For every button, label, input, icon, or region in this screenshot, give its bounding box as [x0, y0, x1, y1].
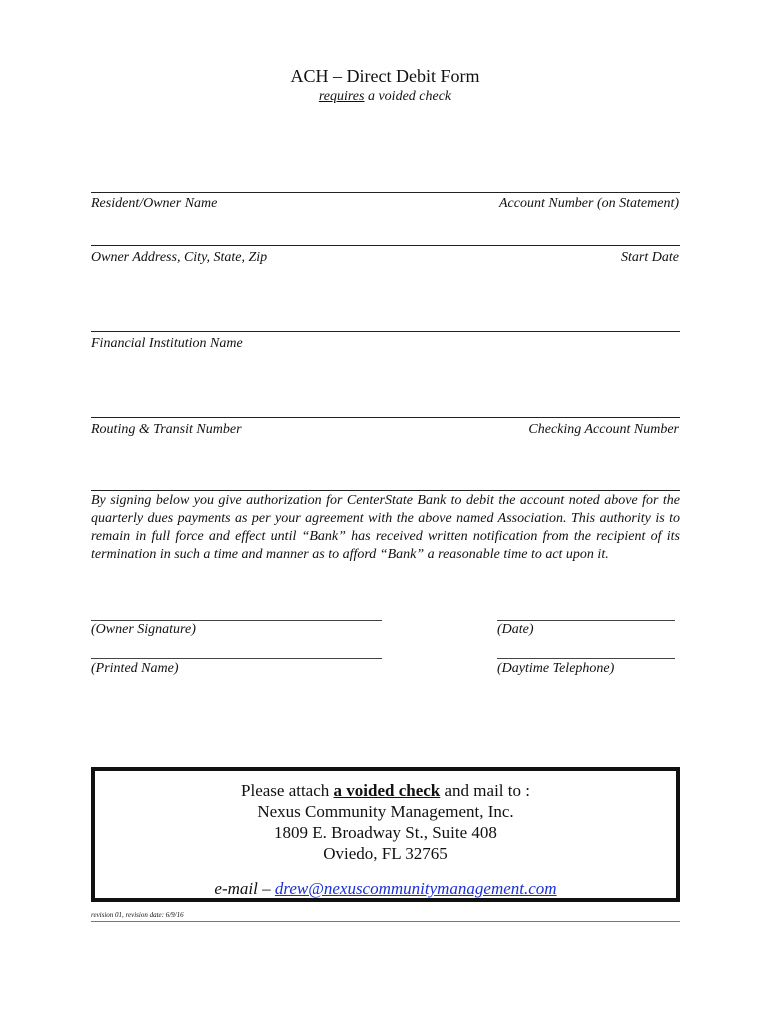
city-state-zip: Oviedo, FL 32765 [323, 844, 448, 863]
daytime-telephone-label: (Daytime Telephone) [497, 661, 615, 676]
financial-institution-line[interactable] [91, 331, 680, 332]
printed-name-line[interactable] [91, 658, 382, 659]
account-number-label: Account Number (on Statement) [498, 196, 679, 211]
subtitle-requires: requires [318, 89, 365, 104]
owner-signature-label: (Owner Signature) [91, 622, 196, 637]
date-line[interactable] [497, 620, 675, 621]
owner-signature-line[interactable] [91, 620, 382, 621]
printed-name-label: (Printed Name) [91, 661, 179, 676]
owner-address-line[interactable] [91, 245, 680, 246]
street-address: 1809 E. Broadway St., Suite 408 [274, 823, 497, 842]
company-name: Nexus Community Management, Inc. [257, 802, 514, 821]
resident-name-label: Resident/Owner Name [91, 196, 218, 211]
email-link[interactable]: drew@nexuscommunitymanagement.com [274, 879, 557, 898]
date-label: (Date) [497, 622, 534, 637]
financial-institution-label: Financial Institution Name [91, 336, 243, 351]
email-line: e-mail – drew@nexuscommunitymanagement.com [214, 879, 557, 898]
subtitle-rest: a voided check [364, 89, 452, 104]
revision-note: revision 01, revision date: 6/9/16 [91, 911, 184, 919]
checking-account-label: Checking Account Number [528, 422, 679, 437]
authorization-top-line [91, 490, 680, 491]
routing-number-label: Routing & Transit Number [91, 422, 242, 437]
footer-rule [91, 921, 680, 922]
form-title: ACH – Direct Debit Form [290, 66, 480, 86]
resident-name-line[interactable] [91, 192, 680, 193]
authorization-text: By signing below you give authorization for CenterState Bank to debit the account noted above for the quarterly dues payments as per your agreement with the above named Association. This authority is to remain in full force and effect until “Bank” has received written notification from the recipient of its termination in such a time and manner as to afford “Bank” a reasonable time to act upon it. [91, 493, 680, 562]
mailing-instructions-box [91, 767, 680, 902]
routing-number-line[interactable] [91, 417, 680, 418]
start-date-label: Start Date [621, 250, 679, 265]
owner-address-label: Owner Address, City, State, Zip [91, 250, 268, 265]
form-subtitle [0, 89, 770, 105]
daytime-telephone-line[interactable] [497, 658, 675, 659]
voided-check-emphasis: a voided check [333, 781, 441, 800]
attach-instruction: Please attach a voided check and mail to : [241, 781, 530, 800]
